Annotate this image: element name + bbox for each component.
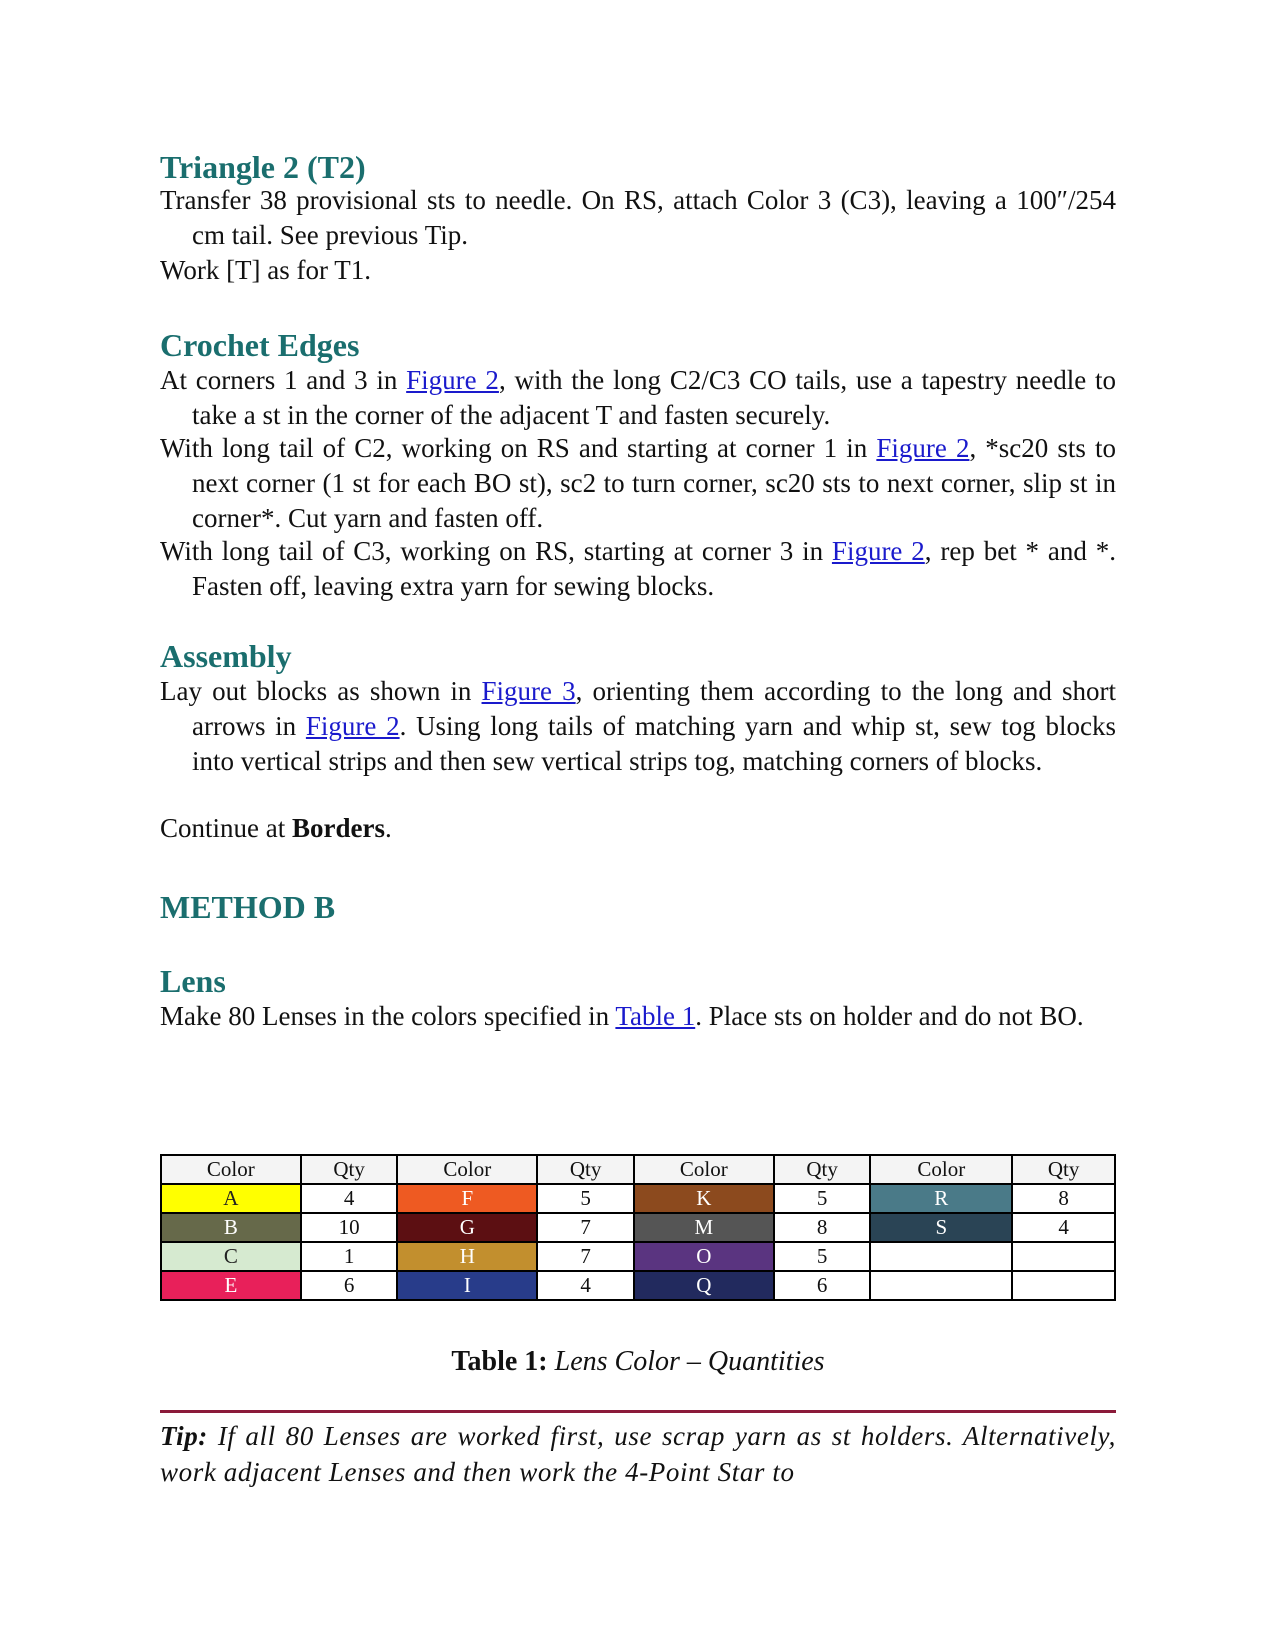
text: At corners 1 and 3 in [160, 365, 407, 395]
tip-label: Tip: [160, 1421, 208, 1451]
heading-method-b: METHOD B [160, 889, 336, 925]
table-row [161, 1184, 1115, 1213]
color-swatch-cell: G [397, 1213, 537, 1242]
table-caption [160, 1344, 1116, 1380]
caption-title: Lens Color – Quantities [554, 1346, 825, 1377]
column-header: Color [161, 1155, 301, 1184]
text: . [384, 813, 392, 843]
table-1-link[interactable]: Table 1 [615, 1001, 696, 1031]
t2-paragraph-2: Work [T] as for T1. [160, 255, 372, 285]
column-header: Color [870, 1155, 1012, 1184]
quantity-cell: 5 [537, 1184, 634, 1213]
quantity-cell: 7 [537, 1213, 634, 1242]
borders-bold: Borders [291, 813, 385, 843]
quantity-cell: 5 [774, 1184, 871, 1213]
color-swatch-cell: A [161, 1184, 301, 1213]
heading-lens: Lens [160, 963, 226, 999]
color-swatch-cell: K [634, 1184, 774, 1213]
quantity-cell [1012, 1242, 1115, 1271]
table-row [161, 1213, 1115, 1242]
table-row [161, 1242, 1115, 1271]
column-header: Color [397, 1155, 537, 1184]
heading-crochet-edges: Crochet Edges [160, 327, 360, 363]
color-swatch-cell: S [870, 1213, 1012, 1242]
table-row [161, 1271, 1115, 1300]
quantity-cell: 6 [774, 1271, 871, 1300]
text: . Place sts on holder and do not BO. [695, 1001, 1084, 1031]
caption-label: Table 1: [451, 1346, 548, 1377]
lens-color-table [160, 1154, 1116, 1301]
color-swatch-cell: M [634, 1213, 774, 1242]
text: With long tail of C3, working on RS, starting at corner 3 in [160, 536, 832, 566]
text: , *sc20 sts to next corner (1 st for each BO st), sc2 to turn corner, sc20 sts to next corner, slip st in corner*. Cut yarn and fasten off. [192, 433, 1116, 533]
column-header: Qty [774, 1155, 871, 1184]
color-swatch-cell [870, 1242, 1012, 1271]
color-swatch-cell: Q [634, 1271, 774, 1300]
quantity-cell: 4 [537, 1271, 634, 1300]
lens-paragraph-1 [160, 999, 1116, 1034]
column-header: Color [634, 1155, 774, 1184]
table-header-row [161, 1155, 1115, 1184]
t2-paragraph-1: Transfer 38 provisional sts to needle. On RS, attach Color 3 (C3), leaving a 100″/254 cm tail. See previous Tip. [160, 185, 1116, 250]
quantity-cell: 7 [537, 1242, 634, 1271]
text: Make 80 Lenses in the colors specified in [160, 1001, 616, 1031]
column-header: Qty [537, 1155, 634, 1184]
quantity-cell: 8 [774, 1213, 871, 1242]
color-swatch-cell: F [397, 1184, 537, 1213]
quantity-cell: 5 [774, 1242, 871, 1271]
assembly-paragraph-1 [160, 674, 1116, 779]
text: . Using long tails of matching yarn and whip st, sew tog blocks into vertical strips and then sew vertical strips tog, matching corners of blocks. [192, 711, 1116, 776]
quantity-cell [1012, 1271, 1115, 1300]
text: With long tail of C2, working on RS and starting at corner 1 in [160, 433, 877, 463]
figure-3-link[interactable]: Figure 3 [481, 676, 576, 706]
quantity-cell: 4 [1012, 1213, 1115, 1242]
text: Lay out blocks as shown in [160, 676, 482, 706]
figure-2-link[interactable]: Figure 2 [876, 433, 970, 463]
quantity-cell: 8 [1012, 1184, 1115, 1213]
color-swatch-cell: E [161, 1271, 301, 1300]
text: , rep bet * and *. Fasten off, leaving extra yarn for sewing blocks. [192, 536, 1116, 601]
color-swatch-cell: I [397, 1271, 537, 1300]
figure-2-link[interactable]: Figure 2 [305, 711, 400, 741]
heading-assembly: Assembly [160, 638, 292, 674]
color-swatch-cell [870, 1271, 1012, 1300]
color-swatch-cell: H [397, 1242, 537, 1271]
figure-2-link[interactable]: Figure 2 [831, 536, 925, 566]
color-swatch-cell: R [870, 1184, 1012, 1213]
heading-triangle-2: Triangle 2 (T2) [160, 149, 366, 185]
column-header: Qty [301, 1155, 398, 1184]
quantity-cell: 10 [301, 1213, 398, 1242]
column-header: Qty [1012, 1155, 1115, 1184]
color-swatch-cell: B [161, 1213, 301, 1242]
tip-divider [160, 1410, 1116, 1413]
color-swatch-cell: O [634, 1242, 774, 1271]
color-swatch-cell: C [161, 1242, 301, 1271]
crochet-paragraph-1 [160, 363, 1116, 433]
quantity-cell: 1 [301, 1242, 398, 1271]
text: , with the long C2/C3 CO tails, use a tapestry needle to take a st in the corner of the adjacent T and fasten securely. [192, 365, 1116, 430]
figure-2-link[interactable]: Figure 2 [406, 365, 499, 395]
text: Continue at [160, 813, 292, 843]
tip-box [160, 1418, 1116, 1490]
tip-text: If all 80 Lenses are worked first, use scrap yarn as st holders. Alternatively, work adjacent Lenses and then work the 4-Point Star to [160, 1421, 1116, 1487]
assembly-paragraph-2 [160, 811, 1116, 846]
crochet-paragraph-2 [160, 431, 1116, 536]
quantity-cell: 4 [301, 1184, 398, 1213]
crochet-paragraph-3 [160, 534, 1116, 604]
quantity-cell: 6 [301, 1271, 398, 1300]
text: , orienting them according to the long and short arrows in [192, 676, 1116, 741]
